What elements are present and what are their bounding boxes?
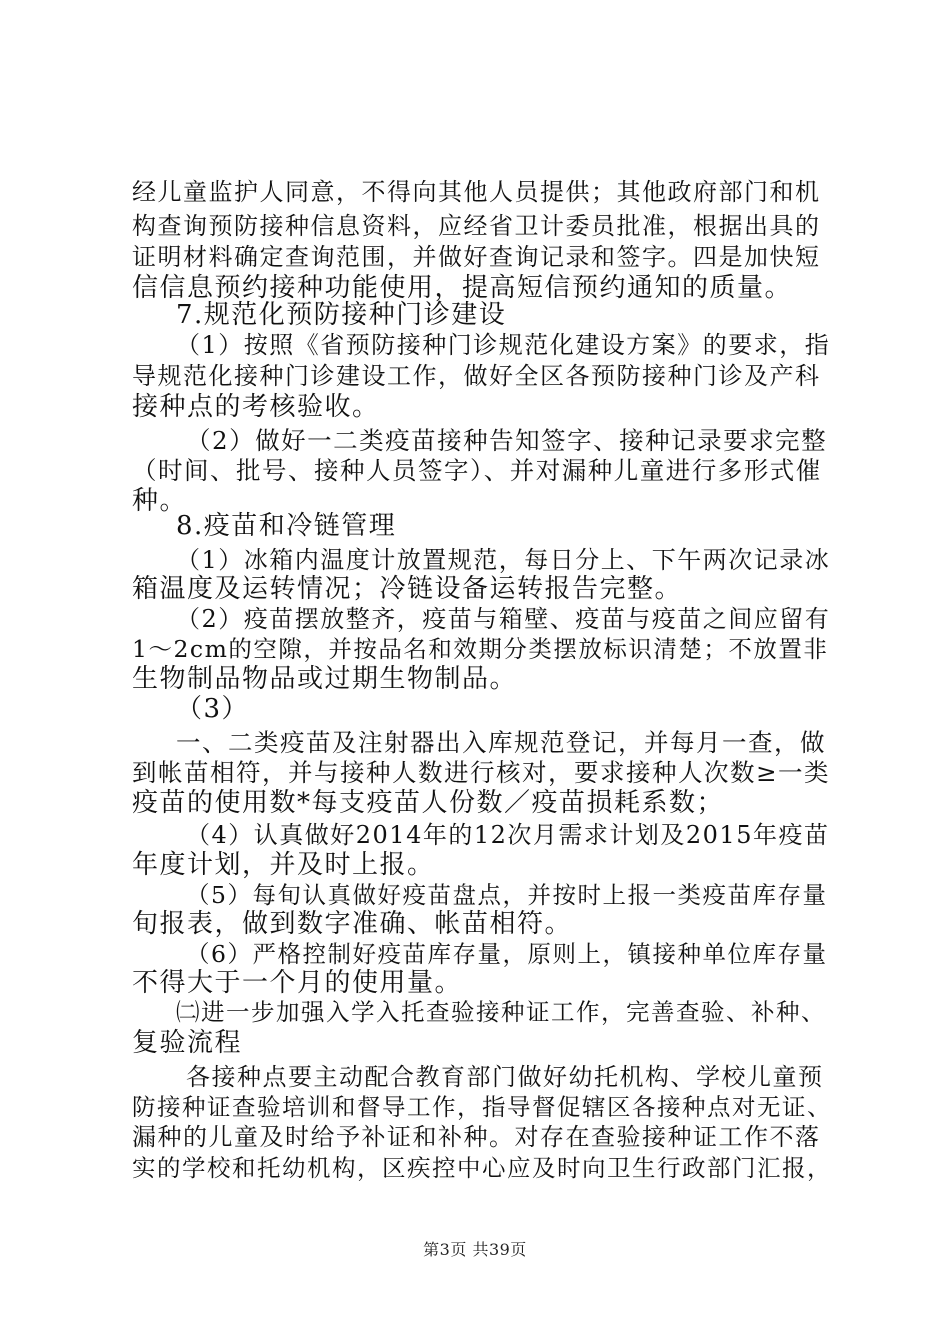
text-line: （6）严格控制好疫苗库存量，原则上，镇接种单位库存量 <box>186 940 828 968</box>
text-line: （时间、批号、接种人员签字）、并对漏种儿童进行多形式催 <box>132 456 822 485</box>
page-number-footer: 第3页 共39页 <box>423 1240 527 1259</box>
text-line: 各接种点要主动配合教育部门做好幼托机构、学校儿童预 <box>186 1063 824 1091</box>
text-line: （1）按照《省预防接种门诊规范化建设方案》的要求，指 <box>176 331 831 359</box>
text-line: 经儿童监护人同意，不得向其他人员提供；其他政府部门和机 <box>132 178 821 206</box>
text-line: 到帐苗相符，并与接种人数进行核对，要求接种人次数≥一类 <box>132 758 831 787</box>
section-heading: 7.规范化预防接种门诊建设 <box>176 300 507 330</box>
text-line: 防接种证查验培训和督导工作，指导督促辖区各接种点对无证、 <box>132 1093 832 1121</box>
text-line: 导规范化接种门诊建设工作，做好全区各预防接种门诊及产科 <box>132 362 821 390</box>
text-line: （2）疫苗摆放整齐，疫苗与箱壁、疫苗与疫苗之间应留有 <box>176 605 831 633</box>
text-line: （4）认真做好2014年的12次月需求计划及2015年疫苗 <box>186 821 830 849</box>
text-line: 信信息预约接种功能使用，提高短信预约通知的质量。 <box>132 273 793 303</box>
text-line: 实的学校和托幼机构，区疾控中心应及时向卫生行政部门汇报， <box>132 1154 832 1182</box>
text-line: 箱温度及运转情况；冷链设备运转报告完整。 <box>132 574 683 604</box>
text-line: 旬报表，做到数字准确、帐苗相符。 <box>132 909 573 939</box>
text-line: （3） <box>176 694 250 724</box>
text-line: 漏种的儿童及时给予补证和补种。对存在查验接种证工作不落 <box>132 1123 821 1151</box>
text-line: 接种点的考核验收。 <box>132 392 380 422</box>
section-heading: ㈡进一步加强入学入托查验接种证工作，完善查验、补种、 <box>176 998 826 1026</box>
text-line: 证明材料确定查询范围，并做好查询记录和签字。四是加快短 <box>132 243 821 271</box>
text-line: 疫苗的使用数*每支疫苗人份数／疫苗损耗系数； <box>132 788 725 818</box>
text-line: 年度计划，并及时上报。 <box>132 850 435 880</box>
text-line: 构查询预防接种信息资料，应经省卫计委员批准，根据出具的 <box>132 212 821 240</box>
section-heading: 8.疫苗和冷链管理 <box>176 511 397 541</box>
text-line: （5）每旬认真做好疫苗盘点，并按时上报一类疫苗库存量 <box>186 881 828 909</box>
section-heading: 复验流程 <box>132 1028 243 1058</box>
text-line: 生物制品物品或过期生物制品。 <box>132 664 518 694</box>
text-line: 一、二类疫苗及注射器出入库规范登记，并每月一查，做 <box>176 728 826 757</box>
text-line: （2）做好一二类疫苗接种告知签字、接种记录要求完整 <box>186 426 828 455</box>
text-line: 不得大于一个月的使用量。 <box>132 968 463 998</box>
text-line: （1）冰箱内温度计放置规范，每日分上、下午两次记录冰 <box>176 546 831 574</box>
text-line: 1～2cm的空隙，并按品名和效期分类摆放标识清楚；不放置非 <box>132 635 829 663</box>
text-line: 种。 <box>132 486 188 516</box>
